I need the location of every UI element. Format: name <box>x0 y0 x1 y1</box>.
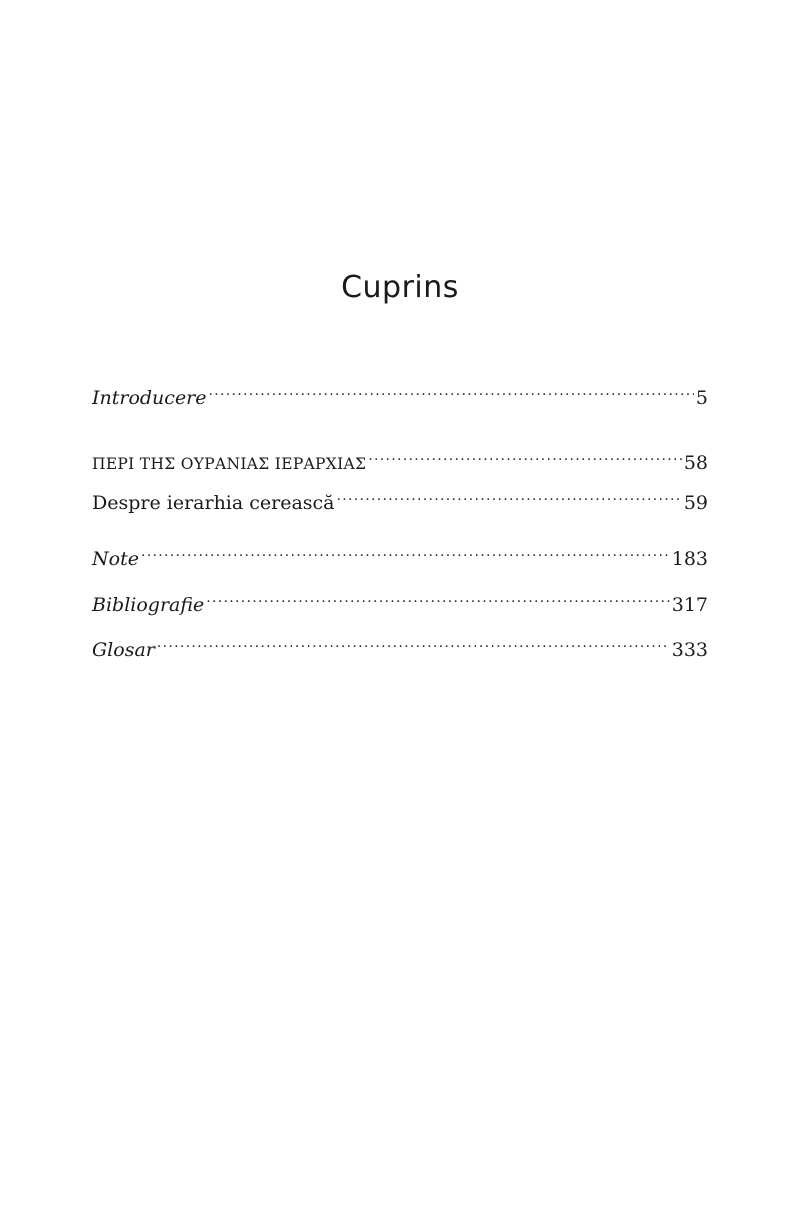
dot-leader <box>157 628 670 656</box>
toc-entry-page: 333 <box>671 639 708 661</box>
toc-entry-label: Bibliografie <box>92 594 205 616</box>
toc-entry-note <box>92 537 708 570</box>
toc-entry-introducere <box>92 376 708 409</box>
toc-entry-label: Glosar <box>92 639 155 661</box>
toc-entry-label: Introducere <box>92 387 207 409</box>
dot-leader <box>368 441 682 469</box>
dot-leader <box>206 583 669 611</box>
toc-entry-despre-ierarhia <box>92 481 708 514</box>
toc-entry-greek-title <box>92 441 708 474</box>
toc-entry-page: 5 <box>695 387 708 409</box>
toc-entry-page: 317 <box>671 594 708 616</box>
toc-entry-page: 58 <box>683 452 708 474</box>
toc-entry-page: 59 <box>683 492 708 514</box>
page-title: Cuprins <box>341 270 459 305</box>
toc-entry-label: Despre ierarhia cerească <box>92 492 335 514</box>
toc-entry-glosar <box>92 628 708 661</box>
dot-leader <box>141 537 670 565</box>
toc-entry-bibliografie <box>92 583 708 616</box>
dot-leader <box>337 481 682 509</box>
dot-leader <box>209 376 694 404</box>
toc-entry-page: 183 <box>671 548 708 570</box>
toc-entry-label: Note <box>92 548 139 570</box>
toc-entry-label: ΠΕΡΙ ΤΗΣ ΟΥΡΑΝΙΑΣ ΙΕΡΑΡΧΙΑΣ <box>92 455 367 473</box>
